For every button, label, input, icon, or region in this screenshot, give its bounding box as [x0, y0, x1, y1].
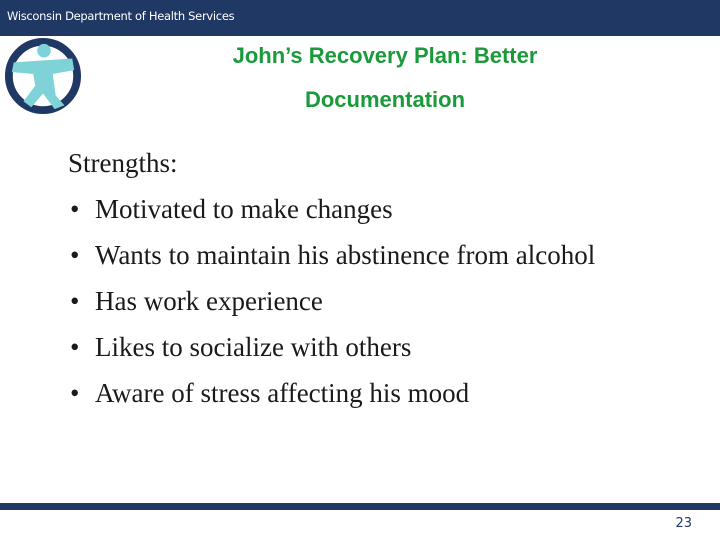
slide-title [150, 34, 620, 122]
strengths-list [68, 186, 708, 416]
list-item-text: Motivated to make changes [95, 194, 393, 224]
list-item [68, 370, 708, 416]
bullet-marker: • [70, 240, 80, 270]
list-item-text: Wants to maintain his abstinence from alcohol [95, 240, 596, 270]
list-item [68, 324, 708, 370]
strengths-heading: Strengths: [68, 148, 178, 178]
slide-title-line-2: Documentation [304, 87, 466, 112]
bullet-marker: • [70, 194, 80, 224]
bullet-marker: • [70, 378, 80, 408]
list-item-text: Aware of stress affecting his mood [95, 378, 470, 408]
slide-title-line-1: John’s Recovery Plan: Better [232, 43, 538, 68]
list-item [68, 278, 708, 324]
list-item-text: Likes to socialize with others [95, 332, 412, 362]
strengths-section [68, 140, 708, 416]
list-item [68, 186, 708, 232]
org-name: Wisconsin Department of Health Services [7, 9, 235, 23]
bullet-marker: • [70, 332, 80, 362]
page-number: 23 [675, 516, 692, 531]
list-item-text: Has work experience [95, 286, 323, 316]
footer-divider [0, 503, 720, 510]
bullet-marker: • [70, 286, 80, 316]
list-item [68, 232, 708, 278]
header-bar [0, 0, 720, 36]
person-figure-logo-icon [4, 37, 82, 115]
